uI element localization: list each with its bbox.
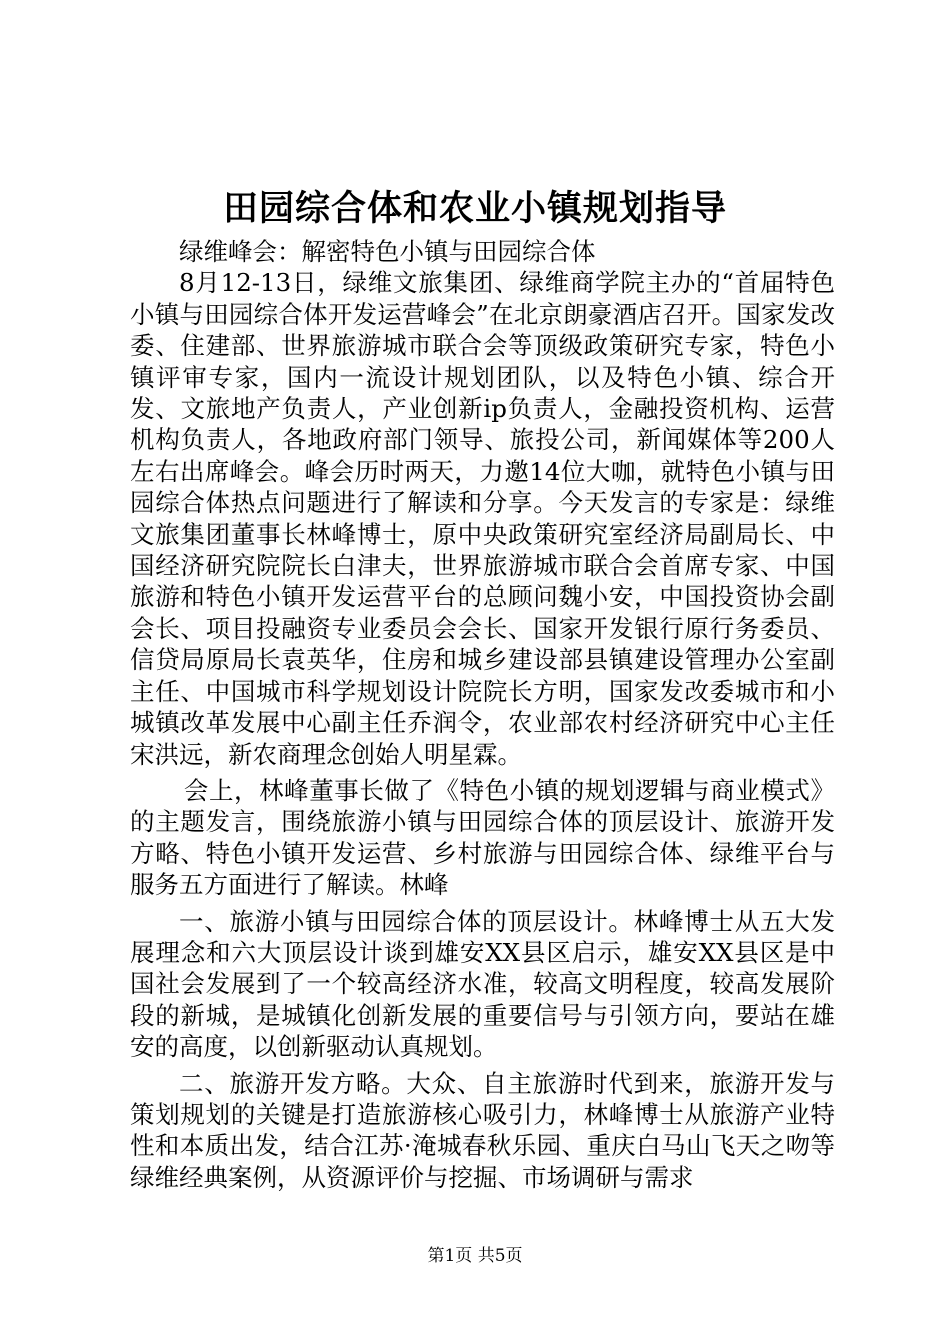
document-body	[130, 236, 835, 1193]
page-footer: 第1页 共5页	[427, 1246, 523, 1266]
paragraph-1: 8月12-13日，绿维文旅集团、绿维商学院主办的“首届特色小镇与田园综合体开发运营峰会”在北京朗豪酒店召开。国家发改委、住建部、世界旅游城市联合会等顶级政策研究专家，特色小镇评审专家，国内一流设计规划团队，以及特色小镇、综合开发、文旅地产负责人，产业创新ip负责人，金融投资机构、运营机构负责人，各地政府部门领导、旅投公司，新闻媒体等200人左右出席峰会。峰会历时两天，力邀14位大咖，就特色小镇与田园综合体热点问题进行了解读和分享。今天发言的专家是：绿维文旅集团董事长林峰博士，原中央政策研究室经济局副局长、中国经济研究院院长白津夫，世界旅游城市联合会首席专家、中国旅游和特色小镇开发运营平台的总顾问魏小安，中国投资协会副会长、项目投融资专业委员会会长、国家开发银行原行务委员、信贷局原局长袁英华，住房和城乡建设部县镇建设管理办公室副主任、中国城市科学规划设计院院长方明，国家发改委城市和小城镇改革发展中心副主任乔润令，农业部农村经济研究中心主任宋洪远，新农商理念创始人明星霖。	[130, 268, 835, 769]
paragraph-4: 二、旅游开发方略。大众、自主旅游时代到来，旅游开发与策划规划的关键是打造旅游核心吸引力，林峰博士从旅游产业特性和本质出发，结合江苏·淹城春秋乐园、重庆白马山飞天之吻等绿维经典案例，从资源评价与挖掘、市场调研与需求	[130, 1068, 835, 1192]
paragraph-3: 一、旅游小镇与田园综合体的顶层设计。林峰博士从五大发展理念和六大顶层设计谈到雄安XX县区启示，雄安XX县区是中国社会发展到了一个较高经济水准，较高文明程度，较高发展阶段的新城，是城镇化创新发展的重要信号与引领方向，要站在雄安的高度，以创新驱动认真规划。	[130, 906, 835, 1062]
document-title: 田园综合体和农业小镇规划指导	[222, 188, 727, 229]
document-subtitle: 绿维峰会：解密特色小镇与田园综合体	[179, 237, 596, 266]
paragraph-2: 会上，林峰董事长做了《特色小镇的规划逻辑与商业模式》的主题发言，围绕旅游小镇与田园综合体的顶层设计、旅游开发方略、特色小镇开发运营、乡村旅游与田园综合体、绿维平台与服务五方面进行了解读。林峰	[130, 775, 835, 900]
